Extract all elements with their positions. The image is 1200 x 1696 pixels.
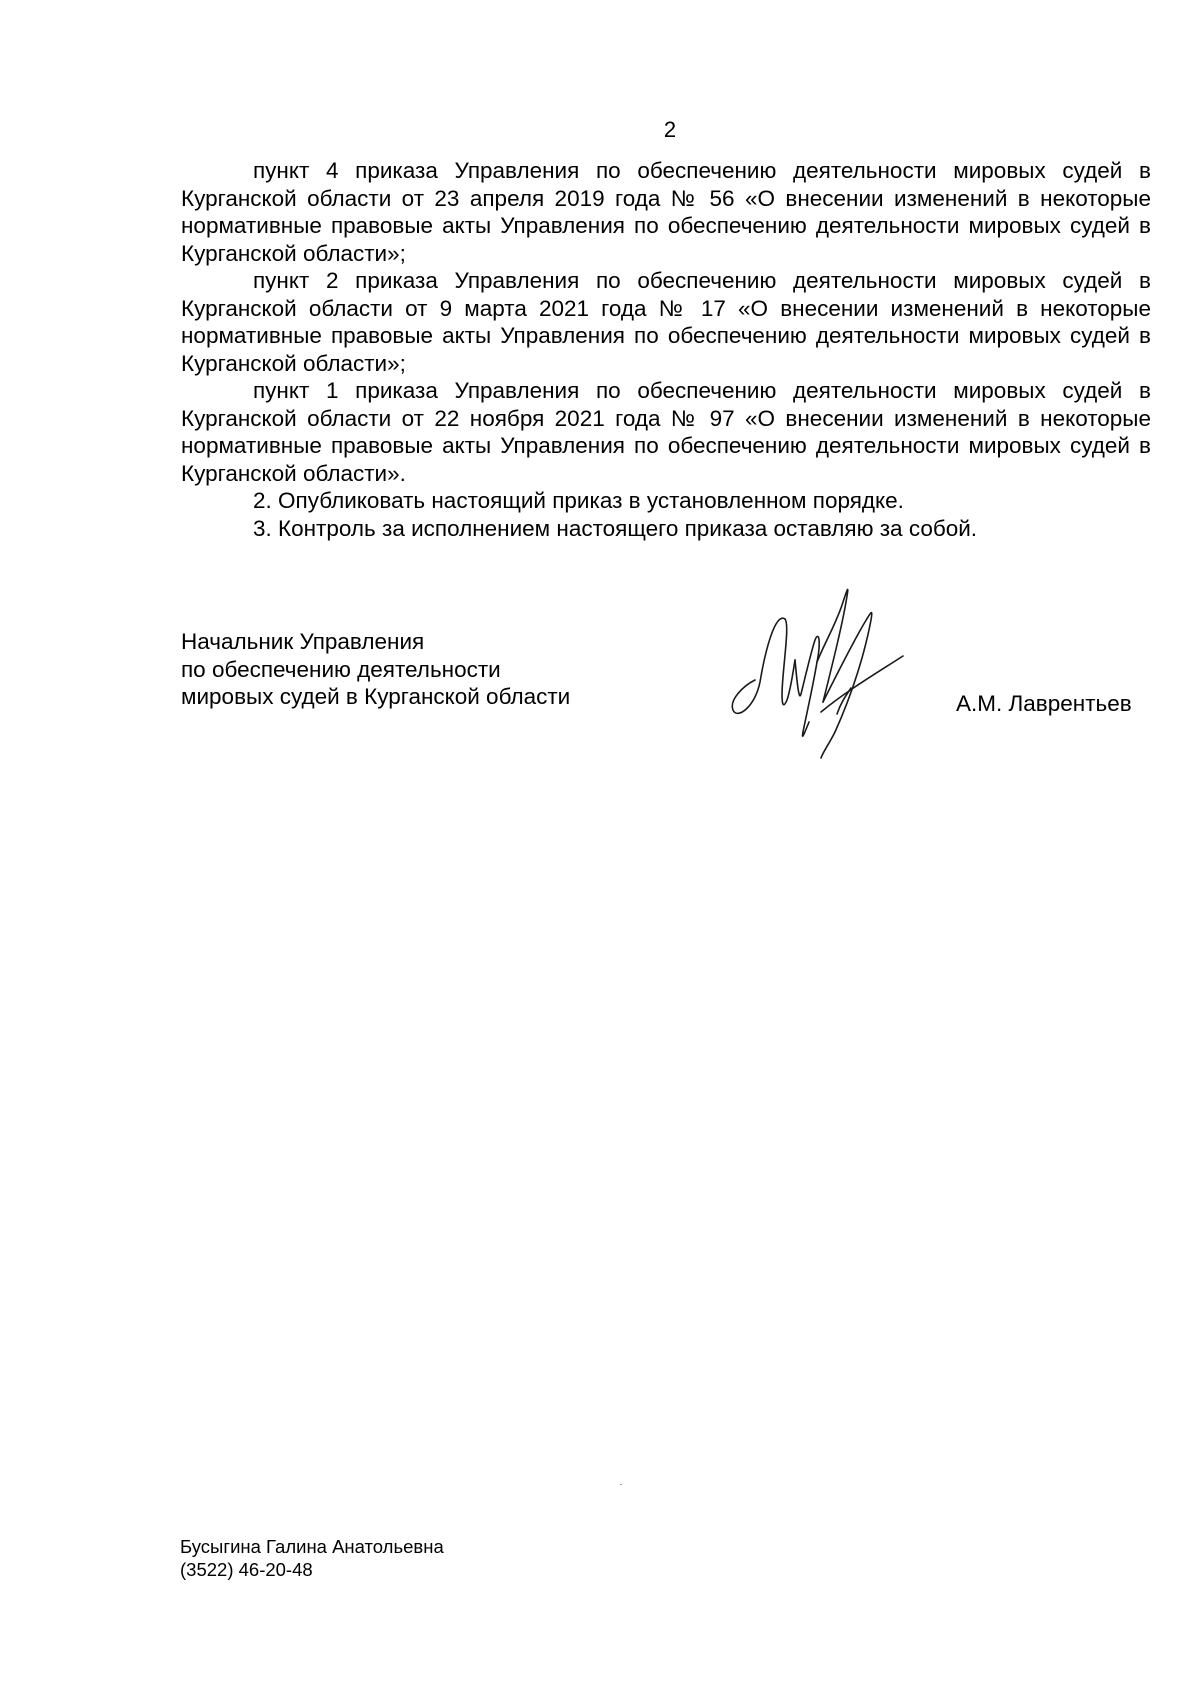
signer-name: А.М. Лаврентьев bbox=[956, 691, 1132, 716]
position-line: по обеспечению деятельности bbox=[181, 656, 501, 682]
paragraph-publish: 2. Опубликовать настоящий приказ в установленном порядке. bbox=[253, 488, 904, 513]
contact-block bbox=[180, 1535, 444, 1581]
handwritten-signature bbox=[725, 582, 935, 762]
paragraph-item-4: пункт 4 приказа Управления по обеспечению деятельности мировых судей в Курганской области от 23 апреля 2019 года № 56 «О внесении изменений в некоторые нормативные правовые акты Управления по обеспечению деятельности мировых судей в Курганской области»; bbox=[181, 158, 1151, 266]
position-line: Начальник Управления bbox=[181, 629, 425, 654]
paragraph-item-2: пункт 2 приказа Управления по обеспечению деятельности мировых судей в Курганской области от 9 марта 2021 года № 17 «О внесении изменений в некоторые нормативные правовые акты Управления по обеспечению деятельности мировых судей в Курганской области»; bbox=[181, 268, 1151, 376]
position-line: мировых судей в Курганской области bbox=[181, 684, 571, 709]
contact-phone: (3522) 46-20-48 bbox=[180, 1559, 313, 1580]
document-body bbox=[181, 157, 1151, 542]
contact-name: Бусыгина Галина Анатольевна bbox=[180, 1536, 444, 1557]
page-number: 2 bbox=[663, 117, 677, 142]
scan-speck bbox=[620, 1484, 622, 1485]
paragraph-control: 3. Контроль за исполнением настоящего приказа оставляю за собой. bbox=[253, 515, 978, 541]
paragraph-item-1: пункт 1 приказа Управления по обеспечению деятельности мировых судей в Курганской области от 22 ноября 2021 года № 97 «О внесении изменений в некоторые нормативные правовые акты Управления по обеспечению деятельности мировых судей в Курганской области». bbox=[181, 378, 1151, 486]
signatory-position bbox=[181, 628, 651, 711]
